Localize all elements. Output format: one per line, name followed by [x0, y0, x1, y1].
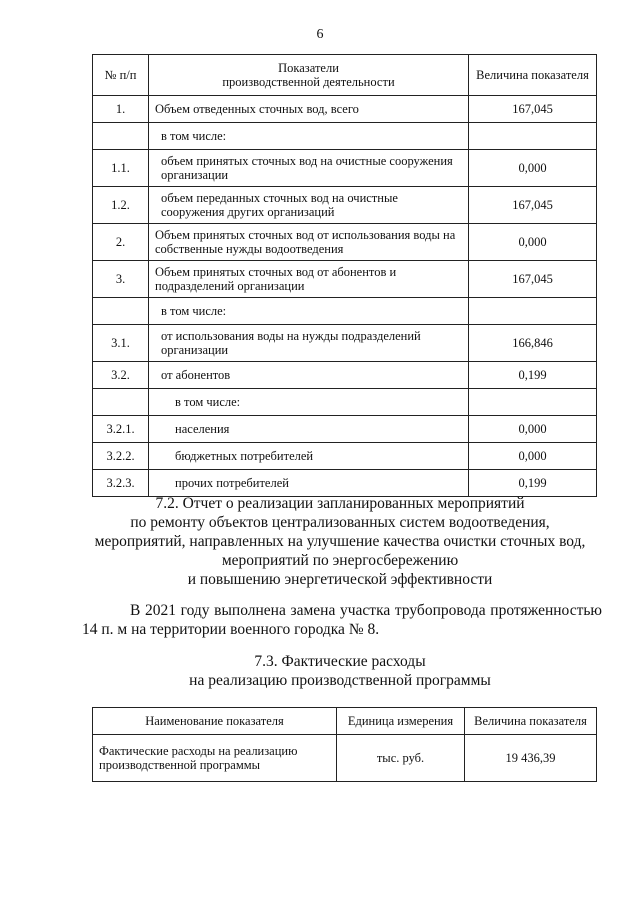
header-value: Величина показателя: [469, 55, 597, 96]
header-value: Величина показателя: [465, 708, 597, 735]
row-value: 167,045: [469, 187, 597, 224]
row-num: 3.2.3.: [93, 470, 149, 497]
row-unit: тыс. руб.: [337, 735, 465, 782]
table-row: [93, 470, 597, 497]
row-label: от использования воды на нужды подразделений организации: [149, 325, 469, 362]
row-num: 2.: [93, 224, 149, 261]
table-row: [93, 187, 597, 224]
header-indicator: Показатели производственной деятельности: [149, 55, 469, 96]
row-value: 0,000: [469, 150, 597, 187]
title-line: 7.2. Отчет о реализации запланированных мероприятий: [155, 495, 525, 512]
table-header-row: [93, 55, 597, 96]
row-value: [469, 123, 597, 150]
table-row: [93, 224, 597, 261]
table-row: [93, 443, 597, 470]
row-num: 3.2.: [93, 362, 149, 389]
header-unit: Единица измерения: [337, 708, 465, 735]
row-num: [93, 389, 149, 416]
row-value: 0,000: [469, 224, 597, 261]
row-label: Объем принятых сточных вод от абонентов и подразделений организации: [149, 261, 469, 298]
row-value: 0,199: [469, 362, 597, 389]
table-row: [93, 735, 597, 782]
row-label: бюджетных потребителей: [149, 443, 469, 470]
row-num: [93, 123, 149, 150]
title-line: на реализацию производственной программы: [189, 672, 491, 689]
header-name: Наименование показателя: [93, 708, 337, 735]
table-row: [93, 96, 597, 123]
table-row: [93, 150, 597, 187]
row-num: 1.: [93, 96, 149, 123]
actual-expenses-table: [92, 707, 597, 782]
table-row: [93, 416, 597, 443]
row-label: прочих потребителей: [149, 470, 469, 497]
row-num: 3.1.: [93, 325, 149, 362]
table-row: [93, 362, 597, 389]
row-num: 3.: [93, 261, 149, 298]
title-line: по ремонту объектов централизованных систем водоотведения,: [130, 514, 550, 531]
table-header-row: [93, 708, 597, 735]
row-value: [469, 389, 597, 416]
row-value: 167,045: [469, 96, 597, 123]
row-value: 0,000: [469, 416, 597, 443]
table-row: [93, 325, 597, 362]
row-label: населения: [149, 416, 469, 443]
row-label: от абонентов: [149, 362, 469, 389]
wastewater-indicators-table: [92, 54, 597, 497]
title-line: мероприятий, направленных на улучшение качества очистки сточных вод,: [94, 533, 586, 550]
row-value: 0,000: [469, 443, 597, 470]
row-label: в том числе:: [149, 389, 469, 416]
row-value: 166,846: [469, 325, 597, 362]
row-value: [469, 298, 597, 325]
row-value: 167,045: [469, 261, 597, 298]
row-label: в том числе:: [149, 123, 469, 150]
row-label: в том числе:: [149, 298, 469, 325]
title-line: мероприятий по энергосбережению: [221, 552, 459, 569]
row-label: объем принятых сточных вод на очистные сооружения организации: [149, 150, 469, 187]
title-line: 7.3. Фактические расходы: [254, 653, 426, 670]
row-num: 3.2.1.: [93, 416, 149, 443]
table-row: [93, 261, 597, 298]
row-label: Объем отведенных сточных вод, всего: [149, 96, 469, 123]
row-name: Фактические расходы на реализацию производственной программы: [93, 735, 337, 782]
row-num: 3.2.2.: [93, 443, 149, 470]
header-num: № п/п: [93, 55, 149, 96]
row-label: Объем принятых сточных вод от использования воды на собственные нужды водоотведения: [149, 224, 469, 261]
row-num: [93, 298, 149, 325]
section-7-2-title: [0, 494, 640, 589]
row-label: объем переданных сточных вод на очистные сооружения других организаций: [149, 187, 469, 224]
row-num: 1.1.: [93, 150, 149, 187]
table-row: [93, 389, 597, 416]
table-row: [93, 298, 597, 325]
table-row: [93, 123, 597, 150]
section-7-3-title: [0, 652, 640, 690]
title-line: и повышению энергетической эффективности: [187, 571, 493, 588]
row-value: 19 436,39: [465, 735, 597, 782]
row-num: 1.2.: [93, 187, 149, 224]
section-7-2-paragraph: В 2021 году выполнена замена участка трубопровода протяженностью 14 п. м на территории военного городка № 8.: [82, 602, 602, 638]
page-number: 6: [316, 27, 324, 42]
row-value: 0,199: [469, 470, 597, 497]
